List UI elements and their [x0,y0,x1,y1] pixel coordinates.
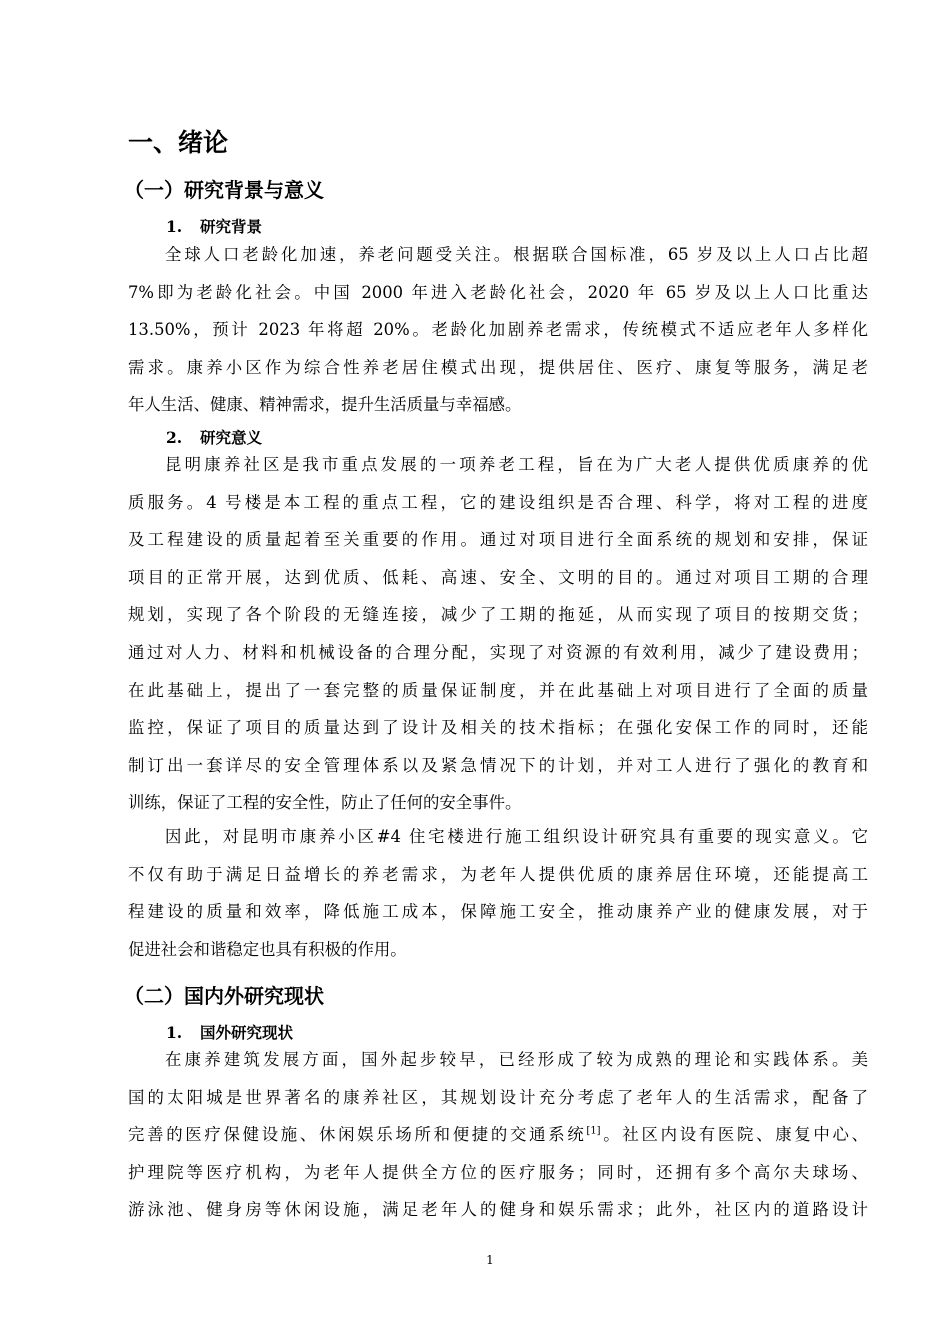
subsection-number: 2. [166,428,183,447]
text-line: 质服务。4 号楼是本工程的重点工程，它的建设组织是否合理、科学，将对工程的进度 [128,492,868,512]
page-number: 1 [486,1253,494,1267]
paragraph-background [128,236,868,424]
text-line: 项目的正常开展，达到优质、低耗、高速、安全、文明的目的。通过对项目工期的合理 [128,567,868,587]
text-line: 因此，对昆明市康养小区#4 住宅楼进行施工组织设计研究具有重要的现实意义。它 [165,827,868,846]
text-span: 完善的医疗保健设施、休闲娱乐场所和便捷的交通系统 [128,1125,587,1145]
text-line: 13.50%，预计 2023 年将超 20%。老龄化加剧养老需求，传统模式不适应老年人多样化 [128,320,868,340]
paragraph-significance [128,446,868,822]
subsection-title: 研究背景 [200,218,263,236]
text-line: 需求。康养小区作为综合性养老居住模式出现，提供居住、医疗、康复等服务，满足老 [128,357,868,377]
text-line: 规划，实现了各个阶段的无缝连接，减少了工期的拖延，从而实现了项目的按期交货； [128,605,868,625]
citation-ref: [1] [586,1125,601,1137]
section-title-research-status: （二）国内外研究现状 [124,984,324,1008]
subsection-title: 研究意义 [200,429,263,447]
paragraph-conclusion [128,818,868,968]
subsection-number: 1. [166,1023,183,1042]
chapter-title: 一、绪论 [128,128,229,157]
text-line: 昆明康养社区是我市重点发展的一项养老工程，旨在为广大老人提供优质康养的优 [165,455,868,474]
text-line: 程建设的质量和效率，降低施工成本，保障施工安全，推动康养产业的健康发展，对于 [128,902,868,922]
subsection-title: 国外研究现状 [200,1024,294,1042]
text-line: 国的太阳城是世界著名的康养社区，其规划设计充分考虑了老年人的生活需求，配备了 [128,1087,868,1107]
text-line: 通过对人力、材料和机械设备的合理分配，实现了对资源的有效利用，减少了建设费用； [128,642,868,662]
text-line: 制订出一套详尽的安全管理体系以及紧急情况下的计划，并对工人进行了强化的教育和 [128,755,868,775]
text-line: 年人生活、健康、精神需求，提升生活质量与幸福感。 [128,395,522,415]
text-line [128,1116,868,1154]
text-line: 游泳池、健身房等休闲设施，满足老年人的健身和娱乐需求；此外，社区内的道路设计 [128,1200,868,1220]
text-line: 护理院等医疗机构，为老年人提供全方位的医疗服务；同时，还拥有多个高尔夫球场、 [128,1162,868,1182]
text-line: 监控，保证了项目的质量达到了设计及相关的技术指标；在强化安保工作的同时，还能 [128,718,868,738]
text-line: 在此基础上，提出了一套完整的质量保证制度，并在此基础上对项目进行了全面的质量 [128,680,868,700]
text-line: 不仅有助于满足日益增长的养老需求，为老年人提供优质的康养居住环境，还能提高工 [128,864,868,884]
subsection-number: 1. [166,217,183,236]
text-line: 促进社会和谐稳定也具有积极的作用。 [128,939,407,959]
subsection-heading-background [166,216,262,238]
text-line: 及工程建设的质量起着至关重要的作用。通过对项目进行全面系统的规划和安排，保证 [128,530,868,550]
text-span: 。社区内设有医院、康复中心、 [600,1125,869,1145]
section-title-background: （一）研究背景与意义 [124,178,324,202]
text-line: 全球人口老龄化加速，养老问题受关注。根据联合国标准，65 岁及以上人口占比超 [165,245,868,264]
text-line: 在康养建筑发展方面，国外起步较早，已经形成了较为成熟的理论和实践体系。美 [165,1050,868,1069]
paragraph-foreign [128,1041,868,1229]
text-line: 训练，保证了工程的安全性，防止了任何的安全事件。 [128,793,522,813]
text-line: 7%即为老龄化社会。中国 2000 年进入老龄化社会，2020 年 65 岁及以上人口比重达 [128,282,868,302]
